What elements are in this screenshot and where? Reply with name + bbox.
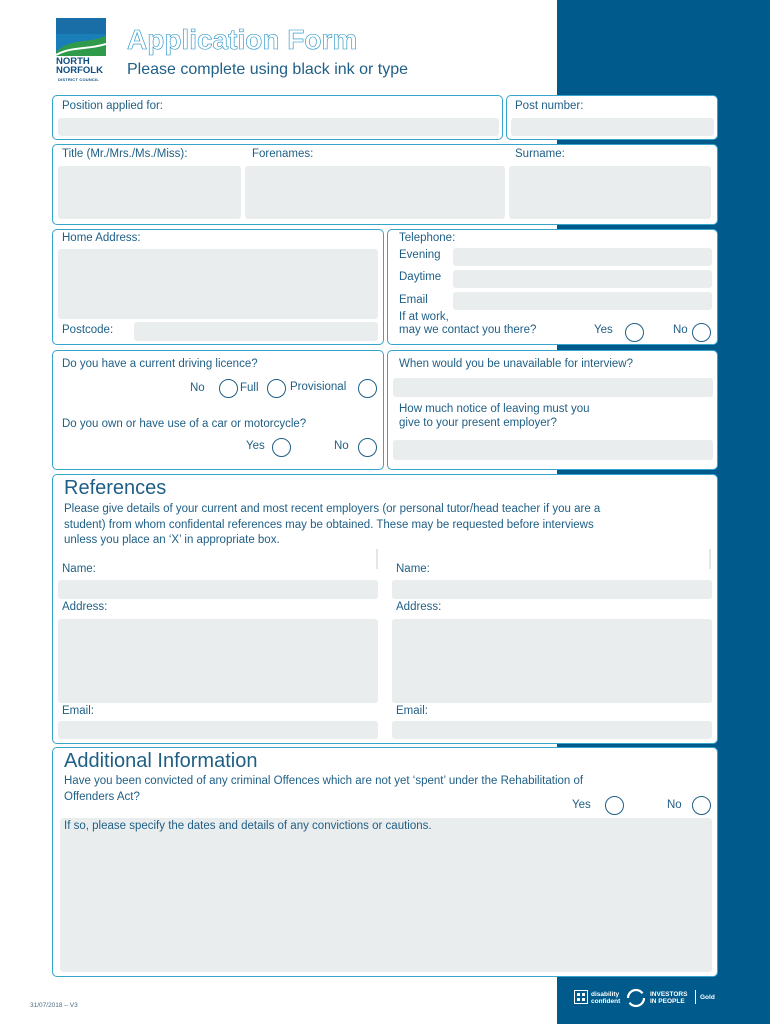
car-yes-radio[interactable] — [272, 438, 291, 457]
email-label: Email — [399, 294, 428, 306]
car-no-label: No — [334, 440, 349, 452]
telephone-label: Telephone: — [399, 232, 456, 244]
convictions-no-radio[interactable] — [692, 796, 711, 815]
notice-field[interactable] — [393, 440, 713, 460]
disability-confident-badge: disability confident — [574, 988, 618, 1008]
reference2-address-label: Address: — [396, 601, 442, 613]
daytime-phone-field[interactable] — [453, 270, 712, 288]
post-number-field[interactable] — [511, 118, 714, 136]
convictions-yes-label: Yes — [572, 799, 591, 811]
licence-question: Do you have a current driving licence? — [62, 358, 258, 370]
licence-full-label: Full — [240, 382, 259, 394]
convictions-no-label: No — [667, 799, 682, 811]
licence-no-radio[interactable] — [219, 379, 238, 398]
contact-no-label: No — [673, 324, 688, 336]
investors-in-people-badge: INVESTORS IN PEOPLE Gold — [626, 988, 720, 1008]
reference2-name-field[interactable] — [392, 580, 712, 599]
evening-label: Evening — [399, 249, 441, 261]
licence-no-label: No — [190, 382, 205, 394]
contact-yes-radio[interactable] — [625, 323, 644, 342]
reference1-address-field[interactable] — [58, 619, 378, 703]
licence-full-radio[interactable] — [267, 379, 286, 398]
reference2-name-label: Name: — [396, 563, 430, 575]
disability-confident-icon — [574, 990, 588, 1004]
reference1-checkbox-edge[interactable] — [376, 549, 378, 569]
notice-label-line2: give to your present employer? — [399, 417, 557, 429]
post-number-label: Post number: — [515, 100, 584, 112]
references-instructions: Please give details of your current and most recent employers (or personal tutor/head teacher if you are a student) from whom confidental references may be obtained. These may be requested before interviews unless you place an ‘X’ in appropriate box. — [64, 503, 601, 546]
reference1-name-label: Name: — [62, 563, 96, 575]
page-title: Application Form — [127, 24, 358, 55]
logo-wordmark: NORTH NORFOLK — [56, 56, 103, 76]
contact-no-radio[interactable] — [692, 323, 711, 342]
forenames-field[interactable] — [245, 166, 505, 219]
unavailable-field[interactable] — [393, 378, 713, 397]
title-label: Title (Mr./Mrs./Ms./Miss): — [62, 148, 188, 160]
title-field[interactable] — [58, 166, 241, 219]
car-question: Do you own or have use of a car or motorcycle? — [62, 418, 307, 430]
convictions-details-label: If so, please specify the dates and details of any convictions or cautions. — [64, 820, 432, 832]
reference1-email-label: Email: — [62, 705, 94, 717]
licence-provisional-label: Provisional — [290, 381, 347, 393]
investors-in-people-icon — [626, 988, 646, 1008]
notice-label-line1: How much notice of leaving must you — [399, 403, 590, 415]
contact-yes-label: Yes — [594, 324, 613, 336]
position-field[interactable] — [58, 118, 499, 136]
postcode-label: Postcode: — [62, 324, 114, 336]
references-heading: References — [64, 477, 167, 499]
licence-provisional-radio[interactable] — [358, 379, 377, 398]
forenames-label: Forenames: — [252, 148, 314, 160]
reference1-address-label: Address: — [62, 601, 108, 613]
email-field[interactable] — [453, 292, 712, 310]
car-yes-label: Yes — [246, 440, 265, 452]
additional-info-heading: Additional Information — [64, 750, 258, 772]
iip-level: Gold — [700, 994, 715, 1001]
convictions-details-field[interactable] — [60, 818, 712, 972]
home-address-field[interactable] — [58, 249, 378, 319]
reference2-checkbox-edge[interactable] — [709, 549, 711, 569]
reference2-email-label: Email: — [396, 705, 428, 717]
car-no-radio[interactable] — [358, 438, 377, 457]
logo-subtext: DISTRICT COUNCIL — [58, 77, 99, 82]
position-label: Position applied for: — [62, 100, 164, 112]
postcode-field[interactable] — [134, 322, 378, 341]
at-work-label: If at work, — [399, 311, 449, 323]
reference1-name-field[interactable] — [58, 580, 378, 599]
badge-divider — [695, 990, 696, 1004]
daytime-label: Daytime — [399, 271, 442, 283]
convictions-question: Have you been convicted of any criminal Offences which are not yet ‘spent’ under the Rehabilitation of Offenders Act? — [64, 775, 584, 803]
surname-label: Surname: — [515, 148, 565, 160]
evening-phone-field[interactable] — [453, 248, 712, 266]
reference2-address-field[interactable] — [392, 619, 712, 703]
reference2-email-field[interactable] — [392, 721, 712, 739]
page-subtitle: Please complete using black ink or type — [127, 61, 409, 78]
contact-question-label: may we contact you there? — [399, 324, 537, 336]
reference1-email-field[interactable] — [58, 721, 378, 739]
home-address-label: Home Address: — [62, 232, 141, 244]
unavailable-label: When would you be unavailable for interview? — [399, 358, 633, 370]
convictions-yes-radio[interactable] — [605, 796, 624, 815]
surname-field[interactable] — [509, 166, 711, 219]
footer-date: 31/07/2018 – V3 — [30, 1002, 78, 1009]
